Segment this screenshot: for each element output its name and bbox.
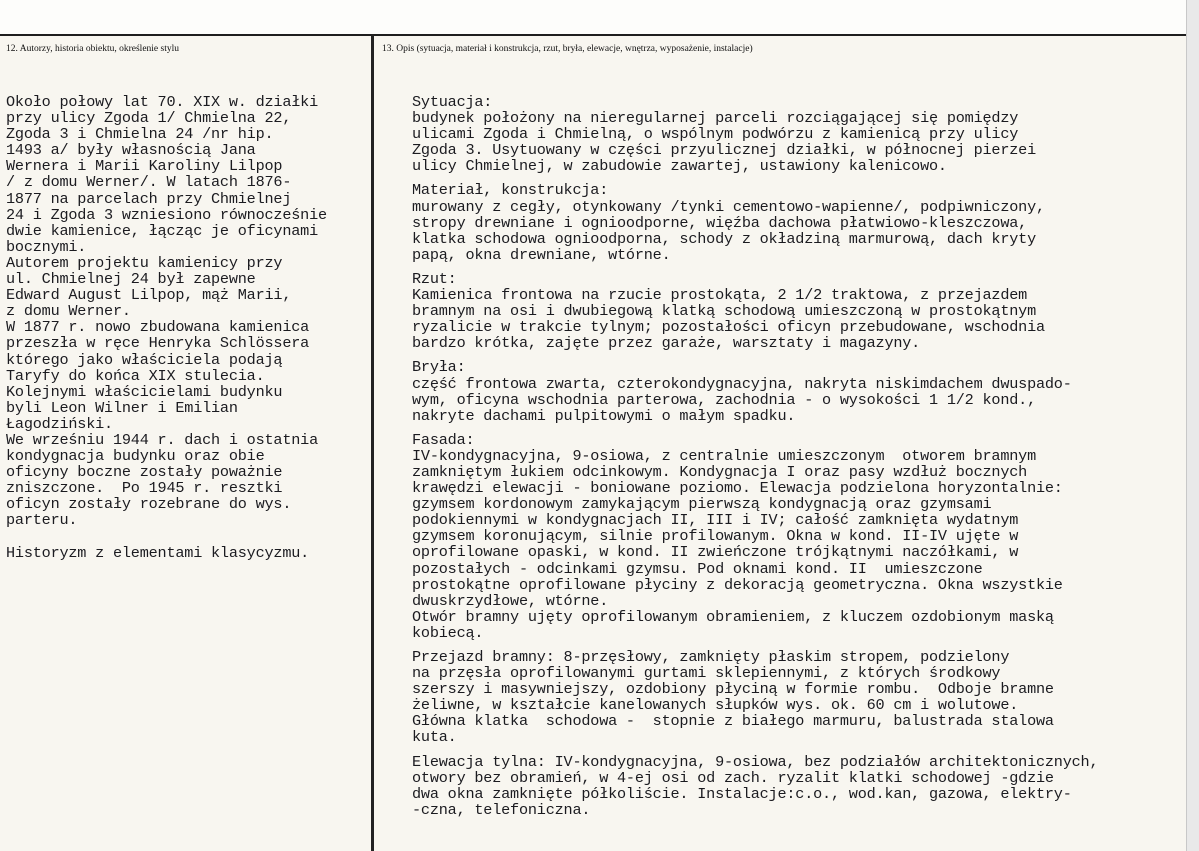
history-line: Wernera i Marii Karoliny Lilpop <box>6 157 283 176</box>
section-first-line: Sytuacja: <box>412 93 493 111</box>
history-line: oficyn zostały rozebrane do wys. <box>6 495 292 514</box>
history-text-column <box>6 94 327 561</box>
section-line: wym, oficyna wschodnia parterowa, zachodnia - o wysokości 1 1/2 kond., <box>412 390 1036 409</box>
history-line: kondygnacja budynku oraz obie <box>6 447 265 466</box>
section-line: szerszy i masywniejszy, ozdobiony płyciną w formie rombu. Odboje bramne <box>412 680 1054 699</box>
section-line: gzymsem kordonowym zamykającym pierwszą kondygnacją oraz gzymsami <box>412 495 992 514</box>
history-line: zniszczone. Po 1945 r. resztki <box>6 479 283 498</box>
section-line: murowany z cegły, otynkowany /tynki cementowo-wapienne/, podpiwniczony, <box>412 197 1045 216</box>
left-column-heading: 12. Autorzy, historia obiektu, określenie stylu <box>6 44 179 54</box>
description-section <box>412 182 1098 262</box>
section-first-line: Materiał, konstrukcja: <box>412 181 609 200</box>
section-line: dwa okna zamknięte półkoliście. Instalacje:c.o., wod.kan, gazowa, elektry- <box>412 784 1072 803</box>
history-line: parteru. <box>6 511 78 530</box>
section-first-line: Bryła: <box>412 358 466 377</box>
history-line: Edward August Lilpop, mąż Marii, <box>6 286 292 305</box>
section-line: bramnym na osi i dwubiegową klatką schodową umieszczoną w prostokątnym <box>412 302 1036 321</box>
section-line: IV-kondygnacyjna, 9-osiowa, z centralnie umieszczonym otworem bramnym <box>412 446 1036 465</box>
column-divider <box>371 34 374 851</box>
description-text-column <box>412 94 1098 818</box>
history-line: We wrześniu 1944 r. dach i ostatnia <box>6 430 318 449</box>
history-line: Około połowy lat 70. XIX w. działki <box>6 93 318 111</box>
history-line: oficyny boczne zostały poważnie <box>6 463 283 482</box>
section-line: gzymsem koronującym, silnie profilowanym. Okna w kond. II-IV ujęte w <box>412 527 1019 546</box>
description-section <box>412 754 1098 818</box>
top-margin <box>0 0 1199 34</box>
section-gap <box>412 424 1098 432</box>
section-line: ulicy Chmielnej, w zabudowie zawartej, ustawiony kalenicowo. <box>412 157 947 176</box>
section-line: budynek położony na nieregularnej parceli rozciągającej się pomiędzy <box>412 109 1019 128</box>
section-line: ryzalicie w trakcie tylnym; pozostałości oficyn przebudowane, wschodnia <box>412 318 1045 337</box>
section-line: Kamienica frontowa na rzucie prostokąta, 2 1/2 traktowa, z przejazdem <box>412 286 1028 305</box>
section-first-line: Fasada: <box>412 430 475 449</box>
history-line: Zgoda 3 i Chmielna 24 /nr hip. <box>6 125 274 144</box>
history-line: ul. Chmielnej 24 był zapewne <box>6 270 256 289</box>
history-line: Historyzm z elementami klasycyzmu. <box>6 543 310 562</box>
section-line: Zgoda 3. Usytuowany w części przyulicznej działki, w północnej pierzei <box>412 141 1036 160</box>
section-line: żeliwne, w kształcie kanelowanych słupków wys. ok. 60 cm i wolutowe. <box>412 696 1019 715</box>
section-line: Główna klatka schodowa - stopnie z białego marmuru, balustrada stalowa <box>412 712 1054 731</box>
section-first-line: Rzut: <box>412 269 457 288</box>
history-line: 1493 a/ były własnością Jana <box>6 141 256 160</box>
section-line: nakryte dachami pulpitowymi o małym spadku. <box>412 406 796 425</box>
history-line: z domu Werner. <box>6 302 131 321</box>
section-line: część frontowa zwarta, czterokondygnacyjna, nakryta niskimdachem dwuspado- <box>412 374 1072 393</box>
history-line: 24 i Zgoda 3 wzniesiono równocześnie <box>6 205 327 224</box>
history-line: byli Leon Wilner i Emilian <box>6 398 238 417</box>
history-line: przy ulicy Zgoda 1/ Chmielna 22, <box>6 109 292 128</box>
section-line: dwuskrzydłowe, wtórne. <box>412 591 609 610</box>
page-edge <box>1186 0 1199 851</box>
right-column-heading: 13. Opis (sytuacja, materiał i konstrukcja, rzut, bryła, elewacje, wnętrza, wyposażenie, instalacje) <box>382 44 753 54</box>
history-line: / z domu Werner/. W latach 1876- <box>6 173 292 192</box>
section-line: na przęsła oprofilowanymi gurtami sklepiennymi, z których środkowy <box>412 664 1001 683</box>
section-line: bardzo krótka, zajęte przez garaże, warsztaty i magazyny. <box>412 334 921 353</box>
section-line: prostokątne oprofilowane płyciny z dekoracją geometryczna. Okna wszystkie <box>412 575 1063 594</box>
section-line: papą, okna drewniane, wtórne. <box>412 245 671 264</box>
history-line: Taryfy do końca XIX stulecia. <box>6 366 265 385</box>
header-rule <box>0 34 1199 36</box>
history-line: którego jako właściciela podają <box>6 350 283 369</box>
section-line: oprofilowane opaski, w kond. II zwieńczone trójkątnymi naczółkami, w <box>412 543 1019 562</box>
section-line: stropy drewniane i ognioodporne, więźba dachowa płatwiowo-kleszczowa, <box>412 213 1028 232</box>
section-line: ulicami Zgoda i Chmielną, o wspólnym podwórzu z kamienicą przy ulicy <box>412 125 1019 144</box>
section-line: kobiecą. <box>412 623 484 642</box>
section-line: zamkniętym łukiem odcinkowym. Kondygnacja I oraz pasy wzdłuż bocznych <box>412 462 1028 481</box>
history-line: Łagodziński. <box>6 414 113 433</box>
section-first-line: Przejazd bramny: 8-przęsłowy, zamknięty płaskim stropem, podzielony <box>412 648 1010 666</box>
description-section <box>412 432 1098 641</box>
section-gap <box>412 351 1098 359</box>
section-line: kuta. <box>412 728 457 747</box>
section-line: -czna, telefoniczna. <box>412 800 591 819</box>
section-line: otwory bez obramień, w 4-ej osi od zach. ryzalit klatki schodowej -gdzie <box>412 768 1054 787</box>
section-gap <box>412 263 1098 271</box>
section-first-line: Elewacja tylna: IV-kondygnacyjna, 9-osiowa, bez podziałów architektonicznych, <box>412 752 1099 771</box>
section-line: krawędzi elewacji - boniowane poziomo. Elewacja podzielona horyzontalnie: <box>412 479 1063 498</box>
description-section <box>412 649 1098 746</box>
history-line: bocznymi. <box>6 237 87 256</box>
history-line: dwie kamienice, łącząc je oficynami <box>6 221 318 240</box>
history-line <box>6 529 327 545</box>
section-line: podokiennymi w kondygnacjach II, III i IV; całość zamknięta wydatnym <box>412 511 1019 530</box>
description-section <box>412 94 1098 174</box>
section-line: pozostałych - odcinkami gzymsu. Pod oknami kond. II umieszczone <box>412 559 983 578</box>
section-line: klatka schodowa ognioodporna, schody z okładziną marmurową, dach kryty <box>412 229 1036 248</box>
section-line: Otwór bramny ujęty oprofilowanym obramieniem, z kluczem ozdobionym maską <box>412 607 1054 626</box>
history-line: przeszła w ręce Henryka Schlössera <box>6 334 310 353</box>
history-line: 1877 na parcelach przy Chmielnej <box>6 189 292 208</box>
description-section <box>412 359 1098 423</box>
history-line: Kolejnymi właścicielami budynku <box>6 382 283 401</box>
history-line: Autorem projektu kamienicy przy <box>6 253 283 272</box>
history-line: W 1877 r. nowo zbudowana kamienica <box>6 318 310 337</box>
description-section <box>412 271 1098 351</box>
